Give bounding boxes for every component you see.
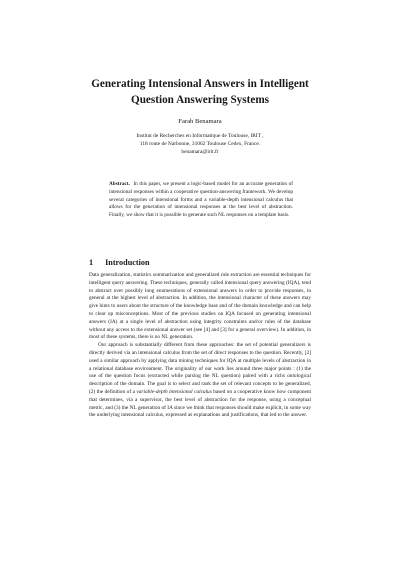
section-body [89,272,311,420]
paragraph-2-emphasis: variable-depth intensional calculus [136,388,212,395]
author-name: Farah Benamara [178,118,222,125]
affiliation [80,132,320,157]
section-number: 1 [89,258,94,267]
affiliation-line-1: Institut de Recherches en Informatique de Toulouse, IRIT , [136,133,264,139]
paper-title [60,76,340,108]
abstract-text: In this paper, we present a logic-based model for an accurate generation of intensional responses within a cooperative question-answering framework. We develop several categories of intensional forms and a variable-depth intensional calculus that allows for the generation of intensional responses at the best level of abstraction. Finally, we show that it is possible to generate such NL responses on a template basis. [109,181,294,219]
paragraph-2-part-2: based on a cooperative know how component that determines, via a supervisor, the best level of abstraction for the response, using a conceptual metric, and (3) the NL generation of IA since we think that responses should make explicit, in some way the underlying intensional calculus, expressed as explanations and justifications, that led to the answer. [89,388,311,419]
section-title-text: Introduction [105,258,150,267]
paragraph-2-part-1: Our approach is substantially different from these approaches: the set of potential generalizers is directly derived via an intensional calculus from the set of direct responses to the question. Recently, [2] used a similar approach by applying data mining techniques for IQA at multiple levels of abstraction in a relational database environment. The originality of our work lies around three major points : (1) the use of the question focus (extracted while parsing the NL question) paired with a richs ontological description of the domain. The goal is to select and rank the set of relevant concepts to be generalized, (2) the definition of a [89,342,311,395]
author-email: benamara@irit.fr [181,149,219,156]
abstract-label: Abstract. [109,181,130,187]
paragraph-2 [89,342,311,420]
title-line-2: Question Answering Systems [131,94,269,106]
affiliation-line-2: 118 route de Narbonne, 31062 Toulouse Cedex, France. [139,141,261,148]
abstract [109,181,293,220]
title-line-1: Generating Intensional Answers in Intelligent [91,78,309,90]
section-heading [89,258,150,267]
paragraph-1: Data generalization, statistics summarization and generalized rule extraction are essential techniques for intelligent query answering. These techniques, generally called intensional query answering (IQA), tend to abstract over possibly long enumerations of extensional answers in order to provide responses, in general at the highest level of abstraction. In addition, the intensional character of these answers may give hints to users about the structure of the knowledge base and of the domain knowledge and can help to clear up misconceptions. Most of the previous studies on IQA focused on generating intensional answers (IA) at a single level of abstraction using integrity constraints and/or rules of the database without any access to the extensional answer set (see [4] and [3] for a general overview). In addition, in most of these systems, there is no NL generation. [89,272,311,341]
